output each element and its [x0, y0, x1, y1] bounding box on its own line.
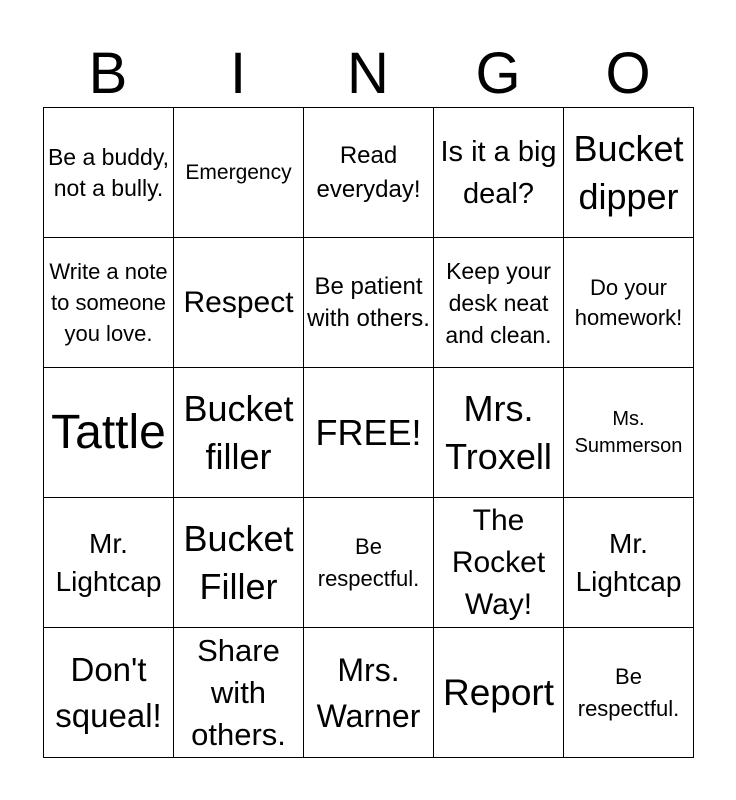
bingo-cell[interactable]: [304, 368, 434, 498]
bingo-cell[interactable]: [564, 238, 694, 368]
bingo-cell-text: Write a note to someone you love.: [49, 259, 168, 346]
bingo-cell-text: The Rocket Way!: [451, 503, 546, 621]
bingo-cell[interactable]: [44, 498, 174, 628]
bingo-cell-text: Keep your desk neat and clean.: [445, 257, 552, 348]
bingo-cell-text: Emergency: [185, 160, 292, 184]
bingo-cell-text: Read everyday!: [316, 141, 421, 203]
bingo-cell-text: Bucket filler: [183, 387, 294, 477]
bingo-cell-text: Don't squeal!: [55, 650, 162, 734]
bingo-cell-text: Mr. Lightcap: [55, 527, 162, 597]
bingo-row: [44, 498, 694, 628]
bingo-cell-text: Tattle: [51, 405, 166, 459]
bingo-cell-text: Be a buddy, not a bully.: [47, 143, 170, 201]
bingo-cell[interactable]: [44, 108, 174, 238]
bingo-cell-text: Bucket dipper: [573, 127, 684, 217]
header-letter-o: O: [605, 41, 651, 106]
bingo-row: [44, 628, 694, 758]
header-letter-n: N: [347, 41, 389, 106]
bingo-board: [43, 107, 694, 758]
header-letter-g: G: [475, 41, 521, 106]
header-letter-i: I: [229, 41, 247, 106]
bingo-cell-text: Mrs. Warner: [316, 651, 421, 734]
bingo-cell[interactable]: [434, 368, 564, 498]
header-letter-b: B: [88, 41, 128, 106]
bingo-cell-text: Respect: [183, 285, 294, 319]
bingo-cell[interactable]: [434, 238, 564, 368]
bingo-cell[interactable]: [304, 498, 434, 628]
bingo-cell[interactable]: [174, 108, 304, 238]
bingo-row: [44, 238, 694, 368]
bingo-cell-text: Is it a big deal?: [440, 135, 557, 210]
bingo-cell-text: FREE!: [315, 411, 422, 453]
bingo-row: [44, 108, 694, 238]
bingo-cell[interactable]: [44, 238, 174, 368]
bingo-cell[interactable]: [434, 628, 564, 758]
bingo-row: [44, 368, 694, 498]
bingo-cell[interactable]: [434, 108, 564, 238]
bingo-cell[interactable]: [174, 368, 304, 498]
bingo-header: [43, 40, 693, 108]
bingo-cell[interactable]: [44, 628, 174, 758]
bingo-cell[interactable]: [174, 238, 304, 368]
bingo-cell-text: Be respectful.: [317, 533, 420, 591]
bingo-cell-text: Be respectful.: [577, 663, 680, 721]
bingo-cell-text: Mrs. Troxell: [445, 387, 552, 477]
bingo-cell-text: Share with others.: [191, 632, 286, 752]
bingo-cell[interactable]: [564, 368, 694, 498]
bingo-cell[interactable]: [304, 108, 434, 238]
bingo-cell[interactable]: [434, 498, 564, 628]
bingo-cell-text: Mr. Lightcap: [575, 527, 682, 597]
bingo-cell[interactable]: [304, 628, 434, 758]
bingo-cell[interactable]: [304, 238, 434, 368]
bingo-cell-text: Do your homework!: [574, 274, 683, 330]
bingo-cell[interactable]: [564, 628, 694, 758]
bingo-cell[interactable]: [564, 498, 694, 628]
bingo-cell-text: Report: [442, 671, 555, 713]
bingo-cell[interactable]: [174, 628, 304, 758]
bingo-cell[interactable]: [44, 368, 174, 498]
bingo-cell-text: Ms. Summerson: [574, 407, 683, 457]
bingo-cell[interactable]: [174, 498, 304, 628]
bingo-cell-text: Be patient with others.: [307, 272, 430, 332]
bingo-cell[interactable]: [564, 108, 694, 238]
bingo-cell-text: Bucket Filler: [183, 517, 294, 607]
